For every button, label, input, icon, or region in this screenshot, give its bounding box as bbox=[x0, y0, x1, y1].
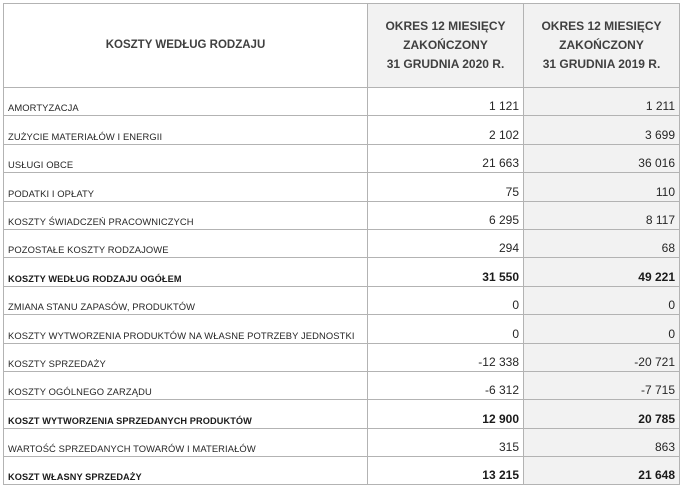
value-2019: 0 bbox=[524, 315, 680, 343]
header-label-column: KOSZTY WEDŁUG RODZAJU bbox=[4, 4, 368, 88]
table-row-subtotal bbox=[4, 400, 680, 428]
value-2019: 36 016 bbox=[524, 144, 680, 172]
value-2019: 21 648 bbox=[524, 457, 680, 485]
value-2019: 68 bbox=[524, 229, 680, 257]
table-row bbox=[4, 428, 680, 456]
value-2019: 1 211 bbox=[524, 88, 680, 116]
value-2019: 863 bbox=[524, 428, 680, 456]
table-header-row bbox=[4, 4, 680, 88]
value-2020: 0 bbox=[368, 286, 524, 314]
value-2020: 1 121 bbox=[368, 88, 524, 116]
header-column-2020 bbox=[368, 4, 524, 88]
value-2019: -20 721 bbox=[524, 343, 680, 371]
table-row-subtotal bbox=[4, 258, 680, 286]
row-label: PODATKI I OPŁATY bbox=[4, 173, 368, 201]
table-row bbox=[4, 173, 680, 201]
value-2020: 0 bbox=[368, 315, 524, 343]
table-row bbox=[4, 201, 680, 229]
table-row bbox=[4, 229, 680, 257]
table-row bbox=[4, 88, 680, 116]
row-label: KOSZTY SPRZEDAŻY bbox=[4, 343, 368, 371]
header-2020-line: OKRES 12 MIESIĘCY bbox=[385, 19, 506, 33]
value-2020: 75 bbox=[368, 173, 524, 201]
header-2019-line: ZAKOŃCZONY bbox=[559, 38, 644, 52]
value-2019: 20 785 bbox=[524, 400, 680, 428]
row-label: POZOSTAŁE KOSZTY RODZAJOWE bbox=[4, 229, 368, 257]
cost-by-type-table bbox=[3, 3, 680, 485]
row-label: KOSZTY ŚWIADCZEŃ PRACOWNICZYCH bbox=[4, 201, 368, 229]
table-row bbox=[4, 315, 680, 343]
value-2019: -7 715 bbox=[524, 371, 680, 399]
value-2020: 315 bbox=[368, 428, 524, 456]
table-row bbox=[4, 116, 680, 144]
value-2019: 8 117 bbox=[524, 201, 680, 229]
value-2020: 21 663 bbox=[368, 144, 524, 172]
row-label: WARTOŚĆ SPRZEDANYCH TOWARÓW I MATERIAŁÓW bbox=[4, 428, 368, 456]
row-label: ZMIANA STANU ZAPASÓW, PRODUKTÓW bbox=[4, 286, 368, 314]
header-2019-line: OKRES 12 MIESIĘCY bbox=[541, 19, 662, 33]
value-2019: 0 bbox=[524, 286, 680, 314]
table-row bbox=[4, 343, 680, 371]
table-row bbox=[4, 144, 680, 172]
row-label: USŁUGI OBCE bbox=[4, 144, 368, 172]
header-2020-line: 31 GRUDNIA 2020 R. bbox=[386, 57, 505, 71]
row-label: AMORTYZACJA bbox=[4, 88, 368, 116]
value-2020: 12 900 bbox=[368, 400, 524, 428]
row-label: KOSZTY WEDŁUG RODZAJU OGÓŁEM bbox=[4, 258, 368, 286]
value-2019: 49 221 bbox=[524, 258, 680, 286]
value-2020: 6 295 bbox=[368, 201, 524, 229]
row-label: KOSZT WYTWORZENIA SPRZEDANYCH PRODUKTÓW bbox=[4, 400, 368, 428]
value-2020: 13 215 bbox=[368, 457, 524, 485]
row-label: KOSZT WŁASNY SPRZEDAŻY bbox=[4, 457, 368, 485]
table-row bbox=[4, 371, 680, 399]
table-row-total bbox=[4, 457, 680, 485]
value-2020: -6 312 bbox=[368, 371, 524, 399]
value-2020: -12 338 bbox=[368, 343, 524, 371]
header-column-2019 bbox=[524, 4, 680, 88]
value-2019: 110 bbox=[524, 173, 680, 201]
value-2020: 31 550 bbox=[368, 258, 524, 286]
row-label: ZUŻYCIE MATERIAŁÓW I ENERGII bbox=[4, 116, 368, 144]
value-2020: 294 bbox=[368, 229, 524, 257]
value-2019: 3 699 bbox=[524, 116, 680, 144]
table-row bbox=[4, 286, 680, 314]
row-label: KOSZTY WYTWORZENIA PRODUKTÓW NA WŁASNE POTRZEBY JEDNOSTKI bbox=[4, 315, 368, 343]
value-2020: 2 102 bbox=[368, 116, 524, 144]
header-2019-line: 31 GRUDNIA 2019 R. bbox=[542, 57, 661, 71]
header-2020-line: ZAKOŃCZONY bbox=[403, 38, 488, 52]
row-label: KOSZTY OGÓLNEGO ZARZĄDU bbox=[4, 371, 368, 399]
